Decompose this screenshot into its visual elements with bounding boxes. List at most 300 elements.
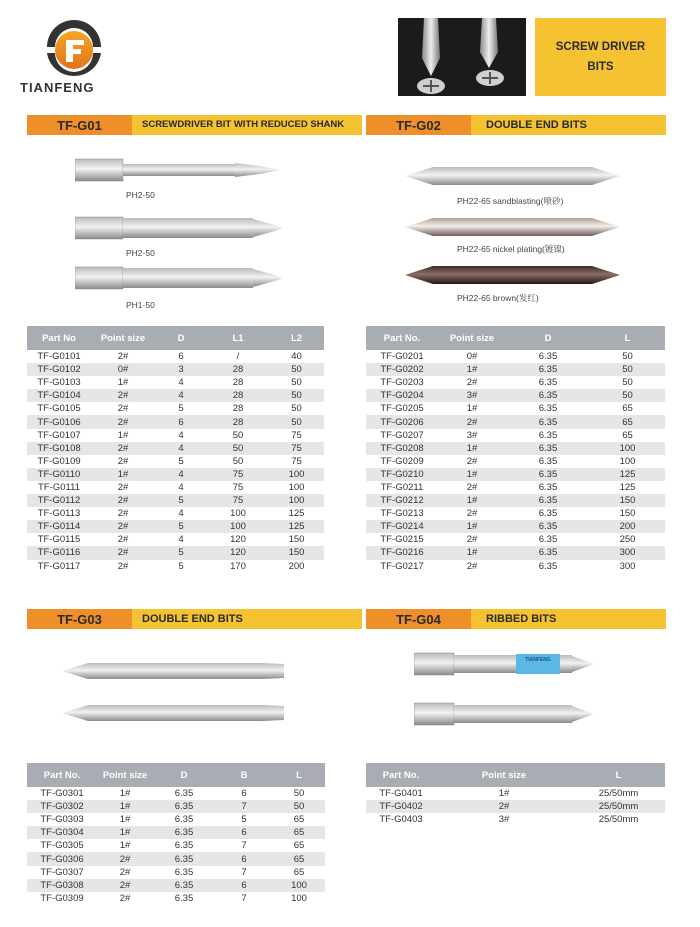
table-cell: 50 [291, 403, 302, 415]
table-cell: 170 [230, 560, 246, 572]
table-cell: 65 [293, 814, 305, 826]
table-cell: 100 [288, 481, 305, 493]
table-cell: 50 [269, 363, 324, 376]
table-cell: 2# [466, 481, 478, 493]
table-cell: 6.35 [506, 468, 590, 481]
table-cell: TF-G0111 [38, 481, 80, 493]
table-cell: 28 [207, 363, 269, 376]
table-cell: 65 [293, 840, 305, 852]
table-cell: 6.35 [153, 879, 215, 892]
table-row [366, 389, 665, 402]
table-cell: 6 [178, 351, 184, 363]
table-cell: 2# [117, 534, 129, 546]
table-cell: 1# [91, 468, 155, 481]
table-cell: 2# [119, 892, 131, 904]
table-cell: 1# [438, 442, 506, 455]
table-cell: 50 [207, 442, 269, 455]
table-cell: 1# [119, 814, 131, 826]
table-cell: TF-G0206 [366, 415, 438, 428]
table-cell: 6.35 [174, 840, 194, 852]
table-cell: TF-G0403 [379, 814, 423, 826]
table-row [366, 363, 665, 376]
brand-name: TIANFENG [20, 80, 95, 95]
table-row [366, 455, 665, 468]
section-code: TF-G04 [366, 609, 471, 629]
table-cell: 2# [466, 534, 478, 546]
table-row [366, 494, 665, 507]
table-cell: 1# [119, 840, 131, 852]
table-cell: 4 [155, 468, 207, 481]
table-cell: TF-G0201 [380, 351, 424, 363]
table-cell: 65 [293, 866, 305, 878]
table-cell: TF-G0402 [366, 800, 436, 813]
table-cell: 125 [590, 468, 665, 481]
table-cell: 0# [91, 363, 155, 376]
table-cell: 1# [438, 363, 506, 376]
bit-caption: PH2-50 [126, 248, 155, 258]
table-cell: TF-G0307 [40, 866, 84, 878]
table-cell: TF-G0209 [380, 455, 424, 467]
table-cell: 6.35 [538, 534, 558, 546]
table-cell: 150 [288, 534, 305, 546]
table-cell: 2# [119, 866, 131, 878]
table-cell: 7 [241, 866, 247, 878]
column-header: B [215, 763, 273, 787]
table-cell: 0# [466, 351, 478, 363]
column-header: L [572, 763, 665, 787]
table-cell: TF-G0305 [40, 840, 84, 852]
table-cell: 125 [269, 520, 324, 533]
table-cell: TF-G0302 [27, 800, 97, 813]
table-cell: 2# [438, 415, 506, 428]
table-cell: 4 [155, 442, 207, 455]
table-cell: 50 [269, 389, 324, 402]
table-cell: 65 [590, 415, 665, 428]
table-row [27, 533, 324, 546]
table-cell: TF-G0110 [27, 468, 91, 481]
table-cell: 100 [590, 442, 665, 455]
table-cell: TF-G0202 [366, 363, 438, 376]
table-cell: 75 [207, 494, 269, 507]
table-cell: TF-G0107 [37, 429, 81, 441]
table-row [366, 429, 665, 442]
section-code: TF-G02 [366, 115, 471, 135]
table-row [27, 363, 324, 376]
table-g01 [27, 326, 324, 573]
table-cell: TF-G0211 [380, 481, 424, 493]
table-cell: 65 [622, 403, 633, 415]
table-cell: 6.35 [538, 481, 558, 493]
table-cell: TF-G0104 [27, 389, 91, 402]
table-row [27, 546, 324, 559]
table-cell: TF-G0112 [27, 494, 91, 507]
section-title: DOUBLE END BITS [486, 119, 587, 131]
bit-image [414, 650, 594, 678]
table-row [366, 787, 665, 800]
table-row [27, 787, 325, 800]
table-row [27, 800, 325, 813]
table-cell: 28 [232, 403, 244, 415]
table-g02 [366, 326, 665, 573]
table-cell: 100 [207, 520, 269, 533]
table-row [27, 494, 324, 507]
table-cell: TF-G0105 [37, 403, 81, 415]
table-cell: 150 [269, 546, 324, 559]
table-cell: 3 [155, 363, 207, 376]
table-cell: TF-G0308 [27, 879, 97, 892]
table-row [366, 813, 665, 826]
bit-image [75, 263, 285, 293]
column-header: Part No. [27, 763, 97, 787]
table-cell: 6.35 [506, 415, 590, 428]
table-row [27, 481, 324, 494]
table-cell: 50 [273, 800, 325, 813]
table-cell: 6.35 [174, 892, 194, 904]
bit-brand-label: TIANFENG [525, 657, 551, 663]
column-header: Point size [91, 326, 155, 350]
table-cell: 2# [91, 494, 155, 507]
table-cell: TF-G0117 [37, 560, 81, 572]
header-category-tag [535, 18, 666, 96]
table-g04 [366, 763, 665, 826]
table-cell: 200 [288, 560, 305, 572]
table-cell: TF-G0106 [27, 415, 91, 428]
table-cell: TF-G0304 [27, 826, 97, 839]
table-cell: 1# [97, 800, 153, 813]
table-row [27, 442, 324, 455]
table-row [27, 560, 324, 573]
table-cell: 2# [97, 879, 153, 892]
column-header: Part No. [366, 326, 438, 350]
table-row [27, 507, 324, 520]
table-cell: 2# [466, 560, 478, 572]
table-cell: 2# [117, 560, 129, 572]
table-cell: 4 [155, 389, 207, 402]
table-cell: 100 [273, 879, 325, 892]
table-cell: 6 [241, 788, 247, 800]
table-cell: 6.35 [506, 546, 590, 559]
table-cell: TF-G0214 [366, 520, 438, 533]
table-cell: 100 [269, 494, 324, 507]
table-row [27, 455, 324, 468]
table-cell: 1# [498, 788, 510, 800]
table-cell: TF-G0306 [27, 852, 97, 865]
table-cell: 5 [155, 494, 207, 507]
table-g03 [27, 763, 325, 905]
bit-image [405, 262, 620, 288]
table-cell: TF-G0213 [380, 508, 424, 520]
table-cell: 5 [178, 455, 184, 467]
table-cell: 2# [97, 852, 153, 865]
product-photo [398, 18, 526, 96]
table-cell: 2# [117, 481, 129, 493]
table-cell: 6.35 [174, 866, 194, 878]
table-row [366, 520, 665, 533]
column-header: Point size [436, 763, 572, 787]
bit-image [62, 700, 284, 726]
table-row [366, 481, 665, 494]
table-cell: 6.35 [538, 403, 558, 415]
table-cell: 7 [215, 800, 273, 813]
table-cell: 50 [232, 429, 244, 441]
table-cell: 6 [155, 415, 207, 428]
table-cell: 6.35 [174, 788, 194, 800]
column-header: L1 [207, 326, 269, 350]
table-cell: TF-G0303 [40, 814, 84, 826]
table-cell: 6 [215, 879, 273, 892]
bit-caption: PH22-65 sandblasting(喷砂) [457, 196, 564, 206]
bit-image [75, 155, 285, 185]
column-header: Part No [27, 326, 91, 350]
table-cell: 28 [232, 377, 244, 389]
table-cell: 4 [178, 377, 184, 389]
table-cell: 100 [619, 455, 636, 467]
table-cell: 120 [207, 546, 269, 559]
table-cell: 120 [230, 534, 246, 546]
table-cell: 1# [438, 520, 506, 533]
table-cell: 100 [230, 508, 246, 520]
section-bar-g04 [366, 609, 666, 629]
table-cell: 1# [117, 429, 129, 441]
table-cell: 2# [436, 800, 572, 813]
table-cell: 2# [117, 508, 129, 520]
table-cell: 7 [241, 892, 247, 904]
table-cell: 6.35 [538, 560, 558, 572]
table-cell: 50 [293, 788, 305, 800]
table-row [366, 800, 665, 813]
table-cell: 6.35 [538, 429, 558, 441]
table-cell: TF-G0205 [380, 403, 424, 415]
table-cell: 50 [291, 377, 302, 389]
bit-image [405, 214, 620, 240]
table-cell: TF-G0203 [380, 377, 424, 389]
table-cell: 65 [273, 826, 325, 839]
table-cell: 1# [438, 546, 506, 559]
table-cell: 4 [178, 534, 184, 546]
table-cell: 2# [117, 403, 129, 415]
table-cell: 28 [207, 389, 269, 402]
table-cell: 6.35 [506, 494, 590, 507]
bit-image [75, 213, 285, 243]
table-cell: 50 [590, 363, 665, 376]
table-cell: TF-G0102 [27, 363, 91, 376]
bit-image [62, 658, 284, 684]
table-cell: 150 [619, 508, 636, 520]
table-cell: 2# [117, 455, 129, 467]
table-cell: 6 [215, 826, 273, 839]
table-cell: 6.35 [538, 508, 558, 520]
table-cell: TF-G0208 [366, 442, 438, 455]
section-code: TF-G01 [27, 115, 132, 135]
table-cell: TF-G0301 [40, 788, 84, 800]
table-cell: 2# [466, 455, 478, 467]
table-row [27, 402, 324, 415]
table-row [366, 415, 665, 428]
column-header: D [155, 326, 207, 350]
table-row [27, 389, 324, 402]
table-row [366, 468, 665, 481]
table-cell: 6.35 [174, 814, 194, 826]
table-cell: 50 [590, 389, 665, 402]
table-cell: TF-G0108 [27, 442, 91, 455]
table-row [27, 852, 325, 865]
table-cell: TF-G0101 [37, 351, 81, 363]
table-cell: 6.35 [153, 826, 215, 839]
column-header: D [153, 763, 215, 787]
bit-image [414, 700, 594, 728]
table-cell: 6.35 [506, 442, 590, 455]
table-cell: 5 [178, 403, 184, 415]
table-cell: TF-G0401 [379, 788, 423, 800]
table-cell: 6.35 [153, 800, 215, 813]
table-row [27, 813, 325, 826]
table-row [366, 546, 665, 559]
table-cell: TF-G0116 [27, 546, 91, 559]
table-cell: 5 [241, 814, 247, 826]
table-cell: 2# [91, 442, 155, 455]
table-cell: 6.35 [506, 520, 590, 533]
table-cell: 5 [155, 520, 207, 533]
column-header: L [590, 326, 665, 350]
table-cell: TF-G0309 [40, 892, 84, 904]
table-row [366, 533, 665, 546]
table-row [366, 402, 665, 415]
table-cell: 125 [619, 481, 636, 493]
table-row [366, 507, 665, 520]
table-cell: TF-G0113 [37, 508, 81, 520]
bit-caption: PH22-65 nickel plating(镀镍) [457, 244, 565, 254]
table-cell: TF-G0204 [366, 389, 438, 402]
table-cell: 2# [466, 377, 478, 389]
table-cell: TF-G0215 [380, 534, 424, 546]
column-header: L [273, 763, 325, 787]
table-cell: 50 [269, 415, 324, 428]
section-code: TF-G03 [27, 609, 132, 629]
table-row [27, 879, 325, 892]
section-bar-g02 [366, 115, 666, 135]
table-cell: 6.35 [538, 455, 558, 467]
table-cell: 7 [241, 840, 247, 852]
table-cell: TF-G0212 [366, 494, 438, 507]
table-cell: TF-G0217 [380, 560, 424, 572]
bit-caption: PH1-50 [126, 300, 155, 310]
table-cell: 25/50mm [572, 800, 665, 813]
table-cell: 1# [119, 788, 131, 800]
table-cell: 3# [466, 429, 478, 441]
table-cell: 3# [498, 814, 510, 826]
column-header: Point size [438, 326, 506, 350]
table-cell: 75 [207, 468, 269, 481]
table-cell: 2# [91, 546, 155, 559]
table-row [366, 560, 665, 573]
table-cell: 2# [91, 389, 155, 402]
table-row [27, 520, 324, 533]
table-cell: 75 [269, 442, 324, 455]
table-cell: 2# [91, 520, 155, 533]
column-header: Part No. [366, 763, 436, 787]
table-cell: 1# [117, 377, 129, 389]
table-row [27, 376, 324, 389]
table-cell: 5 [155, 546, 207, 559]
table-cell: 4 [178, 481, 184, 493]
table-row [27, 429, 324, 442]
section-bar-g01 [27, 115, 362, 135]
table-cell: 125 [288, 508, 305, 520]
tag-line-2: BITS [587, 61, 614, 73]
section-title: RIBBED BITS [486, 613, 557, 625]
table-cell: 250 [619, 534, 636, 546]
table-cell: 200 [590, 520, 665, 533]
table-cell: 75 [232, 481, 244, 493]
table-cell: 28 [207, 415, 269, 428]
table-cell: 1# [438, 494, 506, 507]
table-cell: 65 [273, 852, 325, 865]
table-cell: 4 [178, 508, 184, 520]
table-cell: 25/50mm [598, 814, 639, 826]
table-cell: 40 [291, 351, 302, 363]
table-cell: TF-G0207 [380, 429, 424, 441]
table-cell: 6.35 [506, 389, 590, 402]
table-row [27, 826, 325, 839]
table-cell: 3# [438, 389, 506, 402]
table-cell: 65 [622, 429, 633, 441]
table-cell: 1# [97, 826, 153, 839]
column-header: L2 [269, 326, 324, 350]
table-cell: 2# [91, 415, 155, 428]
table-row [366, 350, 665, 363]
table-cell: 6 [215, 852, 273, 865]
table-row [27, 892, 325, 905]
table-cell: 300 [619, 560, 636, 572]
table-cell: 2# [466, 508, 478, 520]
table-cell: 50 [622, 377, 633, 389]
table-row [27, 350, 324, 363]
table-cell: 6.35 [153, 852, 215, 865]
table-cell: TF-G0103 [37, 377, 81, 389]
section-title: SCREWDRIVER BIT WITH REDUCED SHANK [142, 119, 345, 130]
table-cell: 50 [622, 351, 633, 363]
section-title: DOUBLE END BITS [142, 613, 243, 625]
table-cell: 100 [269, 468, 324, 481]
table-cell: TF-G0109 [37, 455, 81, 467]
table-cell: 300 [590, 546, 665, 559]
table-row [366, 442, 665, 455]
bit-caption: PH2-50 [126, 190, 155, 200]
table-cell: 75 [291, 429, 302, 441]
bit-caption: PH22-65 brown(发红) [457, 293, 539, 303]
table-row [27, 839, 325, 852]
table-cell: 4 [178, 429, 184, 441]
tag-line-1: SCREW DRIVER [555, 41, 646, 53]
section-bar-g03 [27, 609, 362, 629]
table-cell: TF-G0216 [366, 546, 438, 559]
table-row [27, 866, 325, 879]
table-cell: 100 [291, 892, 307, 904]
table-row [27, 415, 324, 428]
bit-image [405, 163, 620, 189]
column-header: D [506, 326, 590, 350]
table-cell: 2# [117, 351, 129, 363]
column-header: Point size [97, 763, 153, 787]
table-cell: / [236, 351, 240, 363]
table-cell: 6.35 [538, 377, 558, 389]
table-cell: TF-G0115 [37, 534, 81, 546]
table-cell: 6.35 [506, 363, 590, 376]
table-cell: 6.35 [538, 351, 558, 363]
table-cell: 75 [291, 455, 302, 467]
table-cell: 150 [590, 494, 665, 507]
table-row [27, 468, 324, 481]
